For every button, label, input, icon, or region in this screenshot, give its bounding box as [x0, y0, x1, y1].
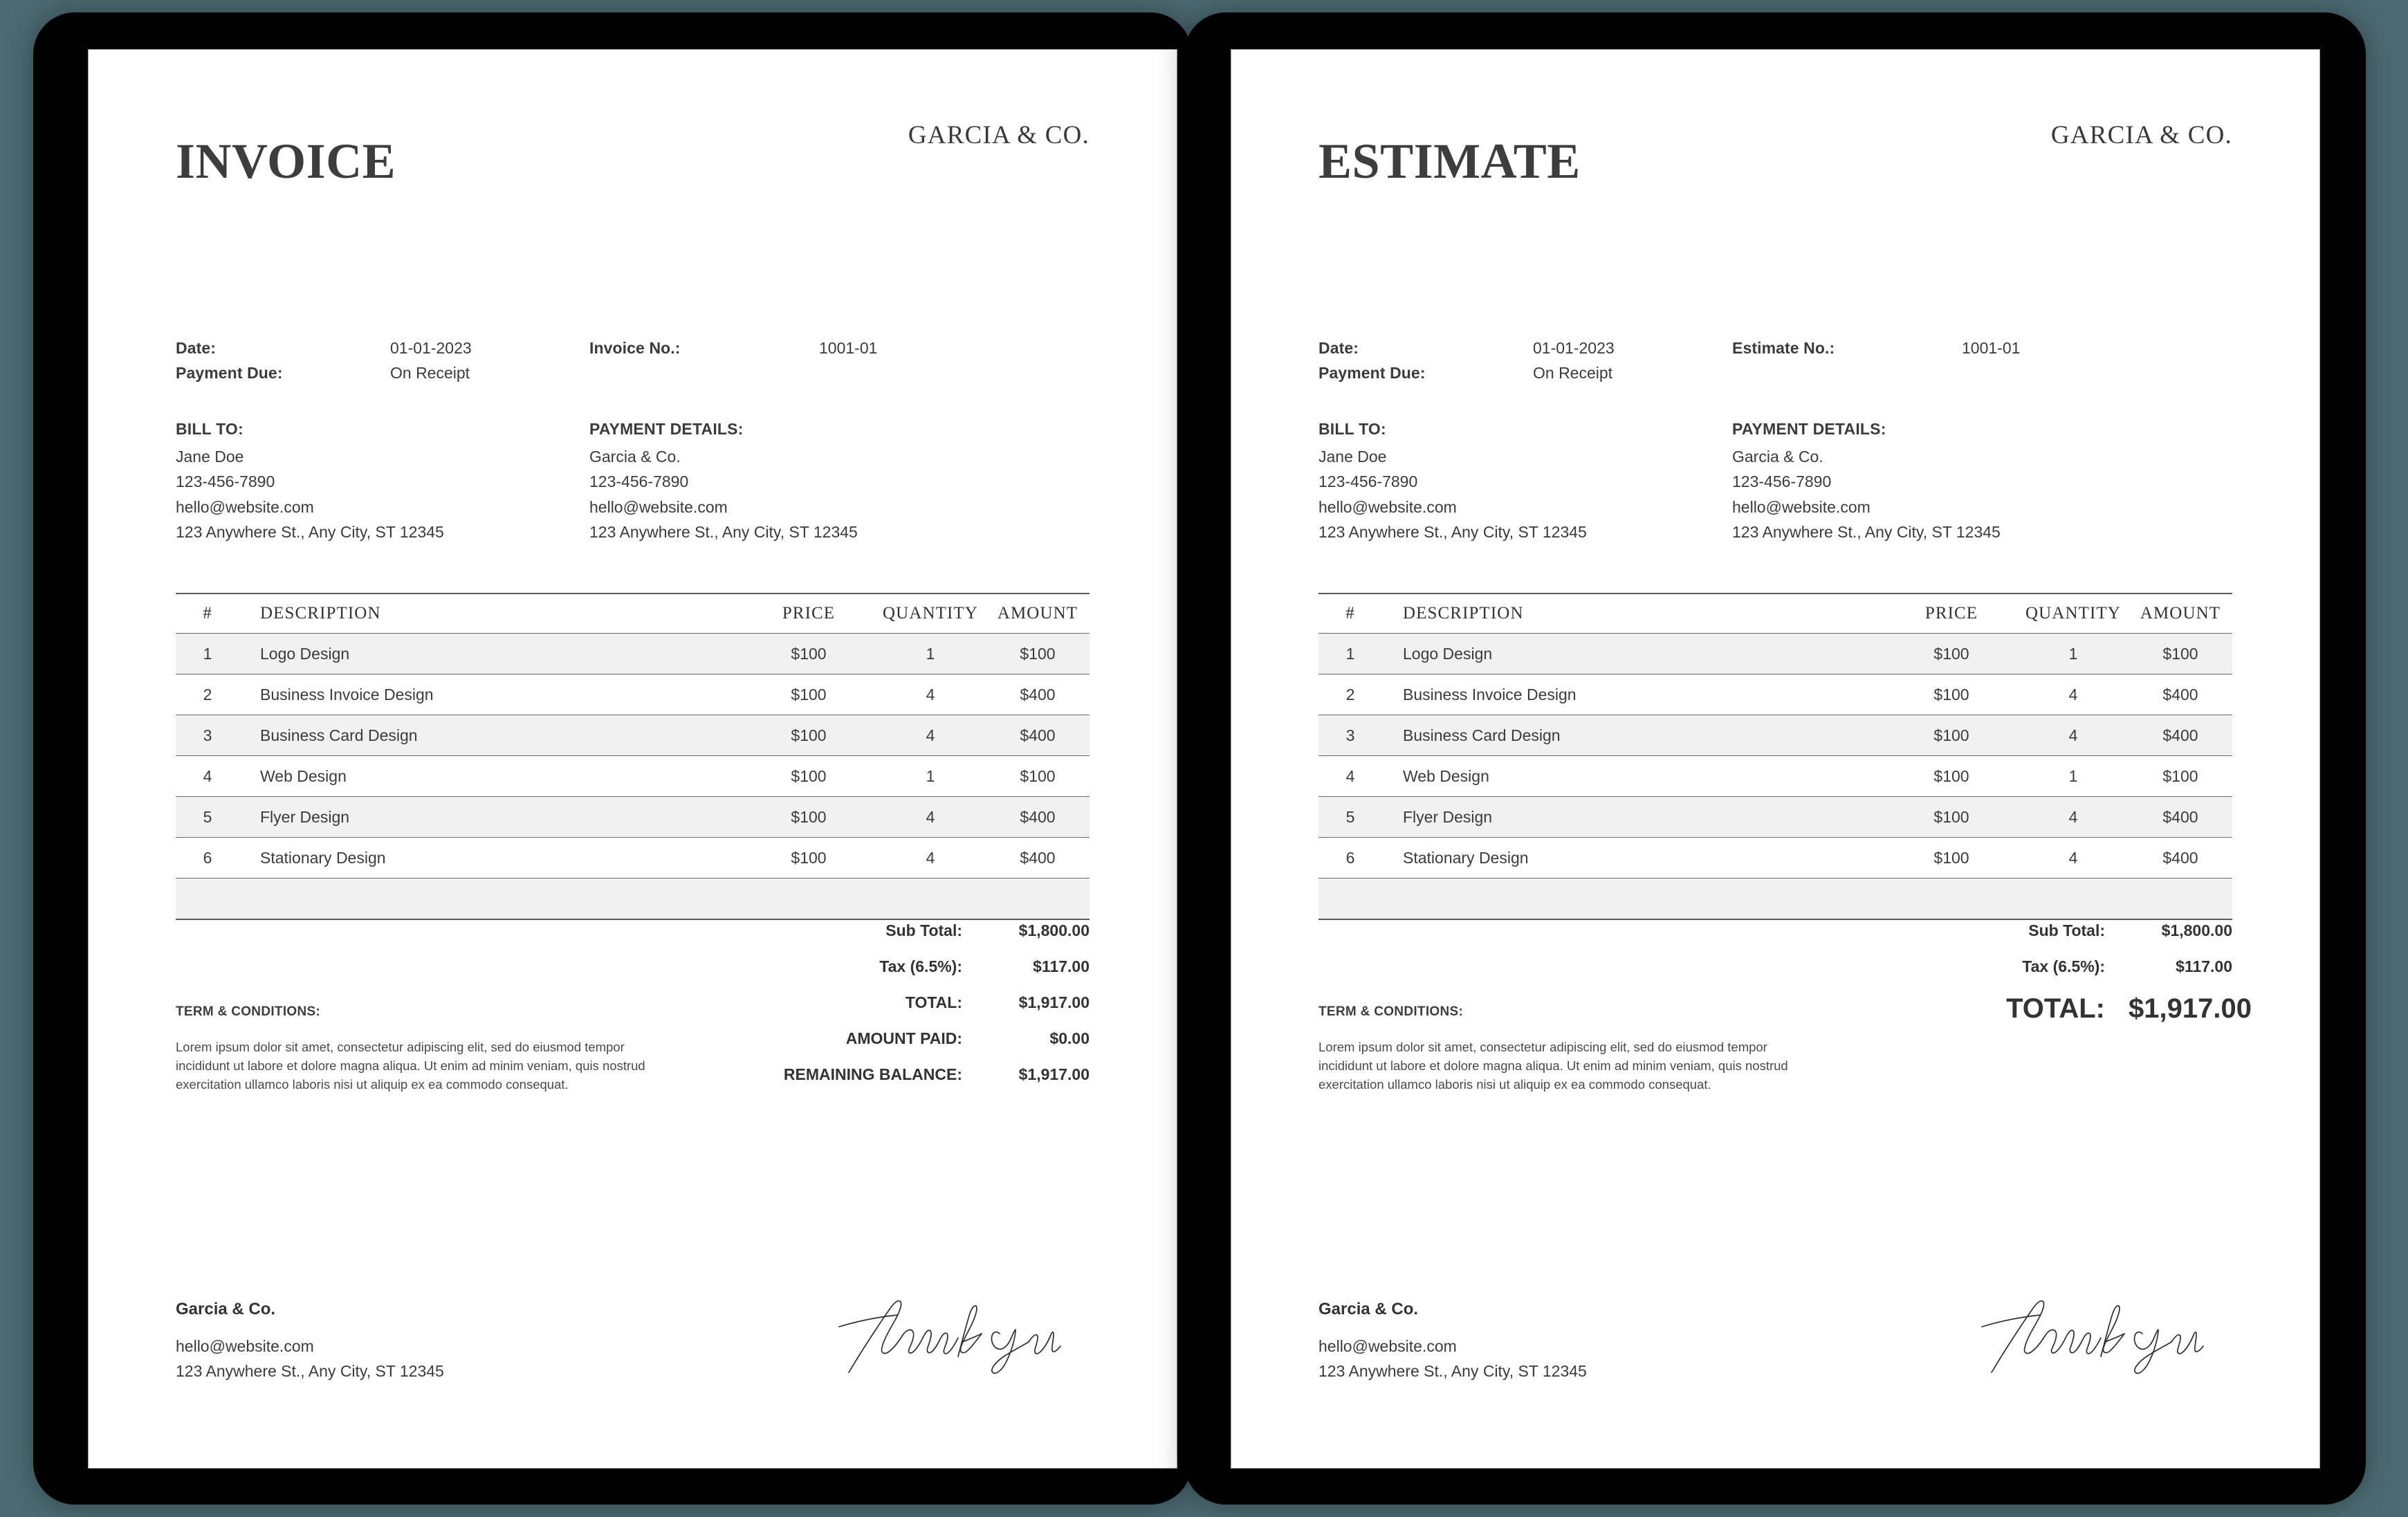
subtotal-label: Sub Total:: [885, 921, 962, 939]
payment-due-label: Payment Due:: [176, 364, 283, 382]
cell-amount: $400: [2162, 807, 2198, 826]
payment-details-heading: PAYMENT DETAILS:: [589, 420, 744, 438]
cell-num: 3: [203, 726, 212, 744]
table-bottom-rule: [176, 919, 1090, 920]
page-title: ESTIMATE: [1318, 134, 1581, 189]
payment-due-label: Payment Due:: [1318, 364, 1426, 382]
bill-to-line: Jane Doe: [1318, 447, 1387, 466]
cell-amount: $400: [1020, 685, 1056, 704]
tax-label: Tax (6.5%):: [2022, 957, 2105, 975]
cell-price: $100: [1933, 726, 1969, 744]
cell-amount: $400: [1020, 807, 1056, 826]
meta-row-date: [1318, 339, 2232, 364]
number-value: 1001-01: [1962, 339, 2021, 357]
line-items-table: [1318, 593, 2232, 920]
terms-heading: TERM & CONDITIONS:: [1318, 1004, 1464, 1019]
table-row: [176, 715, 1090, 755]
cell-num: 2: [1345, 685, 1355, 704]
cell-price: $100: [1933, 807, 1969, 826]
cell-num: 6: [203, 848, 212, 867]
cell-amount: $100: [1020, 766, 1056, 785]
cell-price: $100: [1933, 644, 1969, 663]
number-value: 1001-01: [819, 339, 878, 357]
table-bottom-rule: [1318, 919, 2232, 920]
brand-logo: GARCIA & CO.: [2050, 121, 2232, 149]
table-row: [1318, 797, 2232, 837]
estimate-meta: [1318, 339, 2232, 389]
table-row: [176, 879, 1090, 919]
subtotal-label: Sub Total:: [2028, 921, 2105, 939]
header-price: PRICE: [1924, 604, 1978, 623]
cell-quantity: 1: [926, 766, 935, 785]
total-row-subtotal: [176, 921, 1090, 957]
bill-to-line: 123 Anywhere St., Any City, ST 12345: [176, 523, 444, 541]
subtotal-value: $1,800.00: [2161, 921, 2232, 939]
meta-row-date: [176, 339, 1090, 364]
cell-num: 5: [203, 807, 212, 826]
terms-and-conditions: [1318, 1004, 1796, 1094]
cell-num: 4: [203, 766, 212, 785]
table-row: [1318, 756, 2232, 796]
invoice-meta: [176, 339, 1090, 389]
total-label: TOTAL:: [2006, 993, 2105, 1024]
payment-details-block: [1732, 416, 2001, 545]
invoice-page: [89, 50, 1177, 1468]
cell-quantity: 4: [2068, 807, 2078, 826]
terms-body: Lorem ipsum dolor sit amet, consectetur adipiscing elit, sed do eiusmod tempor incididunt ut labore et dolore magna aliqua. Ut enim ad minim veniam, quis nostrud exercitation ullamco laboris nisi ut aliquip ex ea commodo consequat.: [176, 1040, 645, 1092]
cell-quantity: 4: [2068, 848, 2078, 867]
table-row: [1318, 634, 2232, 674]
total-label: TOTAL:: [905, 993, 962, 1011]
cell-quantity: 4: [2068, 726, 2078, 744]
bill-to-line: Jane Doe: [176, 447, 244, 466]
cell-description: Business Invoice Design: [260, 685, 434, 704]
payment-details-block: [589, 416, 858, 545]
tax-label: Tax (6.5%):: [879, 957, 962, 975]
date-label: Date:: [176, 339, 217, 357]
total-row-tax: [1318, 957, 2232, 993]
cell-description: Business Card Design: [260, 726, 418, 744]
total-row-subtotal: [1318, 921, 2232, 957]
header-description: DESCRIPTION: [260, 604, 381, 623]
table-row: [176, 797, 1090, 837]
cell-quantity: 1: [2068, 766, 2078, 785]
cell-num: 6: [1345, 848, 1355, 867]
cell-amount: $400: [2162, 726, 2198, 744]
meta-row-payment-due: [1318, 364, 2232, 389]
line-items-table: [176, 593, 1090, 920]
total-value: $1,917.00: [2129, 993, 2252, 1024]
cell-quantity: 4: [2068, 685, 2078, 704]
cell-num: 2: [203, 685, 212, 704]
cell-num: 5: [1345, 807, 1355, 826]
header-amount: AMOUNT: [997, 604, 1078, 623]
remaining-balance-label: REMAINING BALANCE:: [783, 1065, 962, 1083]
estimate-document: [1231, 50, 2319, 1468]
document-footer: [1318, 1300, 2232, 1383]
cell-quantity: 4: [926, 807, 935, 826]
cell-amount: $400: [1020, 848, 1056, 867]
total-value: $1,917.00: [1018, 993, 1090, 1011]
cell-num: 4: [1345, 766, 1355, 785]
cell-num: 1: [1345, 644, 1355, 663]
tax-value: $117.00: [1033, 957, 1090, 975]
header-num: #: [203, 604, 212, 623]
payment-details-line: 123-456-7890: [589, 472, 689, 490]
thank-you-signature: [1976, 1291, 2225, 1381]
table-row: [1318, 838, 2232, 878]
cell-description: Business Invoice Design: [1403, 685, 1577, 704]
payment-details-heading: PAYMENT DETAILS:: [1732, 420, 1886, 438]
payment-details-line: Garcia & Co.: [1732, 447, 1823, 466]
terms-heading: TERM & CONDITIONS:: [176, 1004, 321, 1019]
payment-details-line: hello@website.com: [589, 497, 728, 516]
cell-description: Stationary Design: [1403, 848, 1529, 867]
page-title: INVOICE: [176, 134, 396, 189]
tax-value: $117.00: [2176, 957, 2232, 975]
date-label: Date:: [1318, 339, 1359, 357]
table-row: [1318, 715, 2232, 755]
payment-due-value: On Receipt: [390, 364, 470, 382]
estimate-page: [1231, 50, 2319, 1468]
cell-description: Web Design: [260, 766, 347, 785]
cell-amount: $400: [2162, 685, 2198, 704]
header-amount: AMOUNT: [2140, 604, 2221, 623]
payment-due-value: On Receipt: [1533, 364, 1613, 382]
footer-company-name: Garcia & Co.: [176, 1300, 276, 1318]
cell-description: Web Design: [1403, 766, 1489, 785]
footer-address: 123 Anywhere St., Any City, ST 12345: [1318, 1362, 1587, 1380]
bill-to-block: [176, 416, 444, 545]
cell-amount: $100: [1020, 644, 1056, 663]
cell-amount: $400: [1020, 726, 1056, 744]
terms-body: Lorem ipsum dolor sit amet, consectetur adipiscing elit, sed do eiusmod tempor incididunt ut labore et dolore magna aliqua. Ut enim ad minim veniam, quis nostrud exercitation ullamco laboris nisi ut aliquip ex ea commodo consequat.: [1318, 1040, 1788, 1092]
cell-amount: $100: [2162, 644, 2198, 663]
payment-details-line: 123 Anywhere St., Any City, ST 12345: [1732, 523, 2001, 541]
document-footer: [176, 1300, 1090, 1383]
cell-amount: $400: [2162, 848, 2198, 867]
thank-you-signature: [834, 1291, 1083, 1381]
table-row: [1318, 879, 2232, 919]
cell-description: Logo Design: [260, 644, 350, 663]
amount-paid-label: AMOUNT PAID:: [845, 1029, 962, 1047]
bill-to-line: 123 Anywhere St., Any City, ST 12345: [1318, 523, 1587, 541]
cell-description: Flyer Design: [1403, 807, 1493, 826]
number-label: Invoice No.:: [589, 339, 681, 357]
date-value: 01-01-2023: [390, 339, 472, 357]
cell-price: $100: [791, 807, 827, 826]
cell-description: Stationary Design: [260, 848, 386, 867]
brand-logo: GARCIA & CO.: [908, 121, 1090, 149]
payment-details-line: 123 Anywhere St., Any City, ST 12345: [589, 523, 858, 541]
bill-to-line: hello@website.com: [1318, 497, 1457, 516]
cell-description: Business Card Design: [1403, 726, 1561, 744]
number-label: Estimate No.:: [1732, 339, 1835, 357]
table-row: [176, 634, 1090, 674]
header-quantity: QUANTITY: [883, 604, 978, 623]
bill-to-heading: BILL TO:: [176, 420, 243, 438]
cell-price: $100: [1933, 848, 1969, 867]
header-quantity: QUANTITY: [2025, 604, 2121, 623]
bill-to-line: 123-456-7890: [176, 472, 275, 490]
cell-amount: $100: [2162, 766, 2198, 785]
table-header-row: [1318, 594, 2232, 633]
cell-price: $100: [791, 685, 827, 704]
table-header-row: [176, 594, 1090, 633]
footer-company-name: Garcia & Co.: [1318, 1300, 1419, 1318]
table-row: [176, 838, 1090, 878]
table-row: [176, 756, 1090, 796]
header-description: DESCRIPTION: [1403, 604, 1524, 623]
cell-quantity: 1: [2068, 644, 2078, 663]
payment-details-line: 123-456-7890: [1732, 472, 1832, 490]
header-price: PRICE: [782, 604, 836, 623]
cell-price: $100: [791, 766, 827, 785]
bill-to-line: 123-456-7890: [1318, 472, 1418, 490]
remaining-balance-value: $1,917.00: [1018, 1065, 1090, 1083]
bill-to-block: [1318, 416, 1587, 545]
cell-quantity: 1: [926, 644, 935, 663]
cell-num: 3: [1345, 726, 1355, 744]
payment-details-line: Garcia & Co.: [589, 447, 681, 466]
cell-price: $100: [1933, 685, 1969, 704]
cell-price: $100: [791, 726, 827, 744]
footer-address: 123 Anywhere St., Any City, ST 12345: [176, 1362, 444, 1380]
amount-paid-value: $0.00: [1049, 1029, 1090, 1047]
cell-price: $100: [791, 644, 827, 663]
total-row-tax: [176, 957, 1090, 993]
bill-to-heading: BILL TO:: [1318, 420, 1386, 438]
terms-and-conditions: [176, 1004, 653, 1094]
cell-description: Logo Design: [1403, 644, 1493, 663]
cell-num: 1: [203, 644, 212, 663]
cell-quantity: 4: [926, 685, 935, 704]
cell-price: $100: [791, 848, 827, 867]
footer-email: hello@website.com: [1318, 1337, 1457, 1355]
cell-description: Flyer Design: [260, 807, 350, 826]
cell-price: $100: [1933, 766, 1969, 785]
table-row: [1318, 674, 2232, 715]
cell-quantity: 4: [926, 726, 935, 744]
footer-email: hello@website.com: [176, 1337, 314, 1355]
table-row: [176, 674, 1090, 715]
subtotal-value: $1,800.00: [1018, 921, 1090, 939]
invoice-document: [89, 50, 1177, 1468]
payment-details-line: hello@website.com: [1732, 497, 1871, 516]
cell-quantity: 4: [926, 848, 935, 867]
meta-row-payment-due: [176, 364, 1090, 389]
header-num: #: [1345, 604, 1355, 623]
date-value: 01-01-2023: [1533, 339, 1615, 357]
bill-to-line: hello@website.com: [176, 497, 314, 516]
